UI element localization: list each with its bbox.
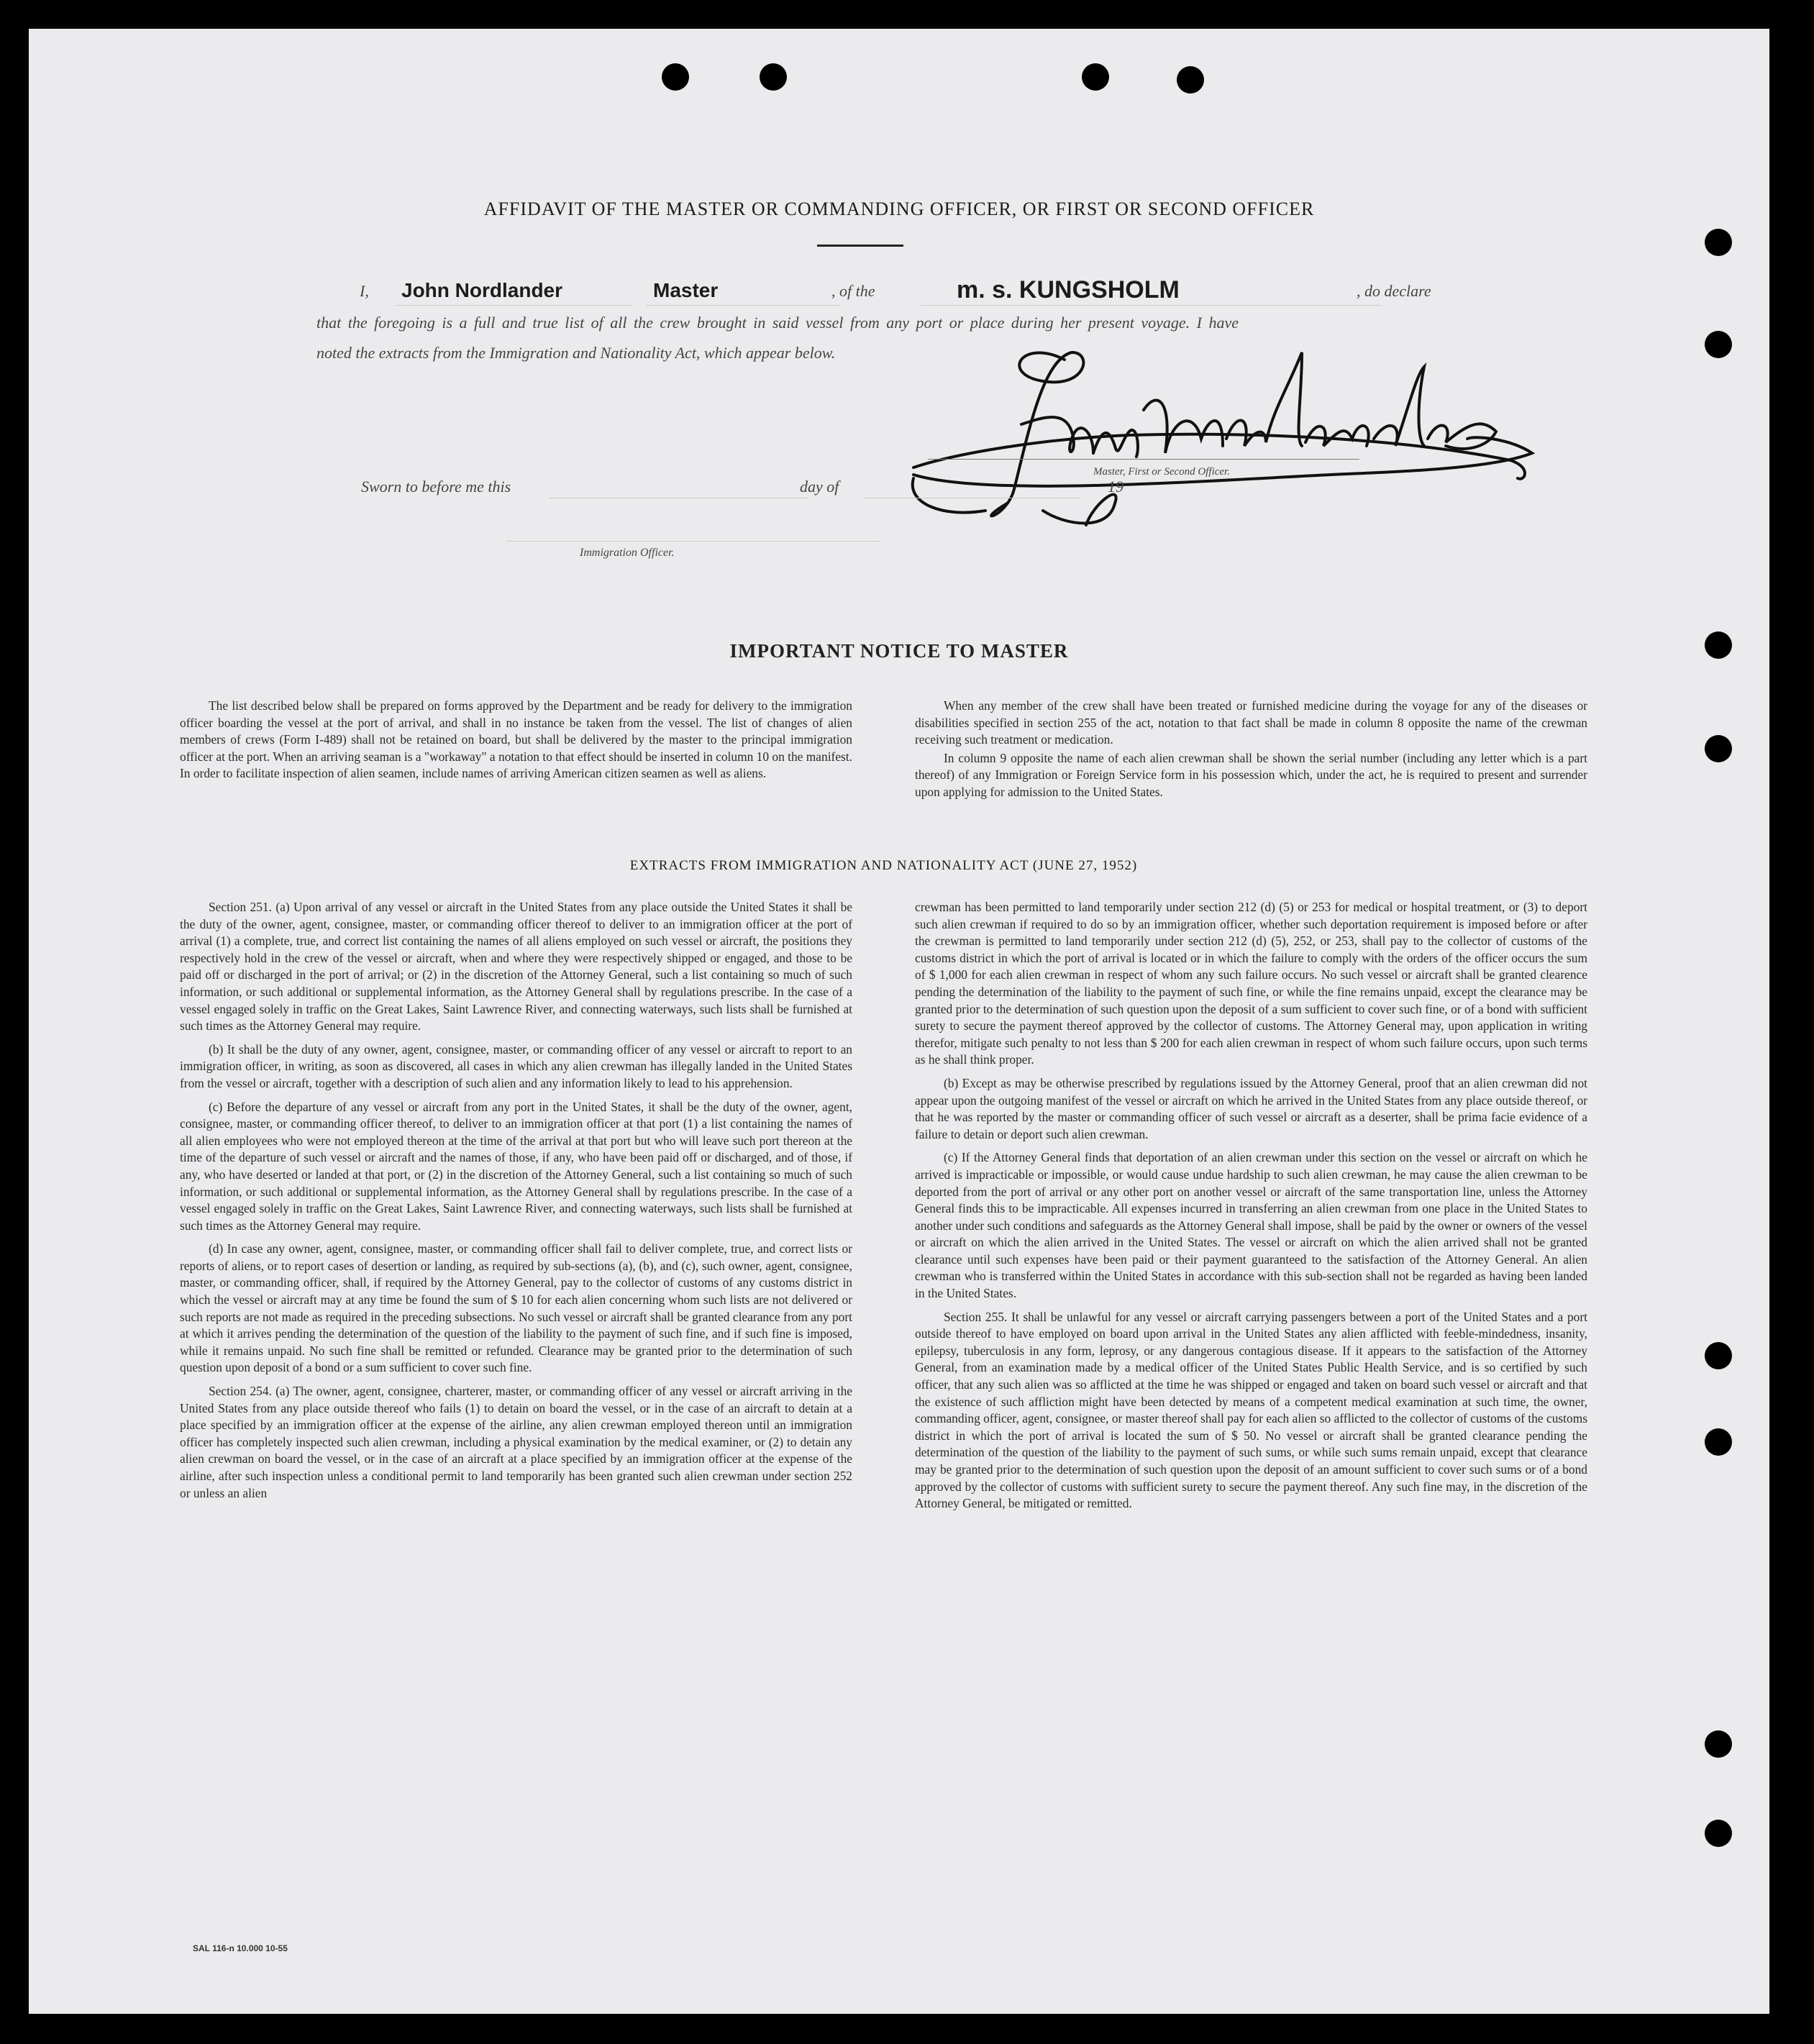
rank-field: Master xyxy=(653,279,719,301)
signature-caption: Master, First or Second Officer. xyxy=(1093,466,1230,478)
act-paragraph: crewman has been permitted to land temporarily under section 212 (d) (5) or 253 for medical or hospital treatment, or (3) to deport such alien crewman if required to do so by an immigration officer, whether such deportation requirement is imposed before or after the crewman is permitted to land temporarily under section 212 (d) (5), 252, or 253, shall pay to the collector of customs of the customs district in which the port of arrival is located or in which the failure to comply with the orders of the officer occurs the sum of $ 1,000 for each alien crewman in respect of whom any such failure occurs. No such vessel or aircraft shall be granted clearence pending the determination of the liability to the payment of such fine, or while the fine remains unpaid, except the clearance may be granted prior to the determination of such question upon the deposit of a sum sufficient to cover such fine, or of a bond with sufficient surety to secure the payment thereof approved by the collector of customs. The Attorney General may, upon application in writing therefor, mitigate such penalty to not less than $ 200 for each alien crewman in respect of whom such failure occurs, upon such terms as he shall think proper. xyxy=(915,900,1587,1067)
name-underline xyxy=(396,305,633,306)
vessel-name-field: m. s. KUNGSHOLM xyxy=(957,276,1180,304)
punch-hole xyxy=(1705,229,1732,256)
officer-signature-line xyxy=(506,541,880,542)
form-code: SAL 116-n 10.000 10-55 xyxy=(193,1943,288,1953)
extracts-left-column xyxy=(180,899,852,1508)
document-page xyxy=(29,29,1769,2014)
notice-paragraph: In column 9 opposite the name of each alien crewman shall be shown the serial number (including any letter which is a part thereof) of any Immigration or Foreign Service form in his possession which, under the act, he is required to present and surrender upon applying for admission to the United States. xyxy=(915,750,1587,799)
affidavit-i: I, xyxy=(360,282,369,300)
vessel-underline xyxy=(921,305,1381,306)
signature-image xyxy=(899,331,1546,547)
punch-hole xyxy=(1177,66,1204,93)
extracts-title: EXTRACTS FROM IMMIGRATION AND NATIONALITY ACT (JUNE 27, 1952) xyxy=(629,858,1138,873)
act-paragraph: (b) Except as may be otherwise prescribed by regulations issued by the Attorney General, proof that an alien crewman did not appear upon the outgoing manifest of the vessel or aircraft on which he arrived in the United States from any place outside thereof, or that he was reported by the master or commanding officer of such vessel or aircraft as a deserter, shall be prima facie evidence of a failure to detain or deport such alien crewman. xyxy=(915,1075,1587,1141)
year-label: 19 xyxy=(1108,478,1124,496)
title-rule xyxy=(817,245,903,247)
punch-hole xyxy=(1705,331,1732,358)
punch-hole xyxy=(1705,1730,1732,1758)
act-paragraph: (c) Before the departure of any vessel or aircraft from any port in the United States, it shall be the duty of the owner, agent, consignee, master, or commanding officer thereof, to deliver to an immigration officer at that port (1) a list containing the names of all alien employees who were not employed thereon at the time of the arrival at that port but who will leave such port thereon at the time of the departure of such vessel or aircraft and the names of those, if any, who have been paid off or discharged, and of those, if any, who have deserted or landed at that port, or (2) in the discretion of the Attorney General, such a list containing so much of such information, or such additional or supplemental information, as the Attorney General shall by regulations prescribe. In the case of a vessel engaged solely in traffic on the Great Lakes, Saint Lawrence River, and connecting waterways, such lists shall be furnished at such times as the Attorney General may require. xyxy=(180,1099,852,1233)
rank-underline xyxy=(646,305,840,306)
punch-hole xyxy=(662,63,689,91)
punch-hole xyxy=(1705,1428,1732,1456)
act-paragraph: Section 255. It shall be unlawful for any vessel or aircraft carrying passengers between a port of the United States and a port outside thereof to have employed on board upon arrival in the United States any alien afflicted with feeble-mindedness, insanity, epilepsy, tuberculosis in any form, leprosy, or any dangerous contagious disease. If it appears to the satisfaction of the Attorney General, from an examination made by a medical officer of the United States Public Health Service, and is so certified by such officer, that any such alien was so afflicted at the time he was shipped or engaged and taken on board such vessel or aircraft and that the existence of such affliction might have been detected by means of a competent medical examination at such time, the owner, commanding officer, agent, consignee, or master thereof shall pay for each alien so afflicted to the collector of customs of the customs district in which the port of arrival is located the sum of $ 50. No vessel or aircraft shall be granted clearance pending the determination of the question of the liability to the payment of such sums, or while such sums remain unpaid, except that clearance may be granted prior to the determination of such question upon the deposit of an amount sufficient to cover such sums or of a bond approved by the collector of customs with sufficient surety to secure the payment thereof. Any such fine may, in the discretion of the Attorney General, be mitigated or remitted. xyxy=(915,1309,1587,1511)
punch-hole xyxy=(1705,1820,1732,1847)
notice-paragraph: The list described below shall be prepared on forms approved by the Department and be ready for delivery to the immigration officer boarding the vessel at the port of arrival, and shall in no instance be taken from the vessel. The list of changes of alien members of crews (Form I-489) shall not be retained on board, but shall be delivered by the master to the principal immigration officer at the port. When an arriving seaman is a "workaway" a notation to that effect should be inserted in column 10 on the manifest. In order to facilitate inspection of alien seamen, include names of arriving American citizen seamen as well as aliens. xyxy=(180,698,852,781)
act-paragraph: Section 251. (a) Upon arrival of any vessel or aircraft in the United States from any place outside the United States it shall be the duty of the owner, agent, consignee, master, or commanding officer thereof to deliver to an immigration officer at the port of arrival (1) a complete, true, and correct list containing the names of all aliens employed on such vessel or aircraft, the positions they respectively hold in the crew of the vessel or aircraft, when and where they were respectively shipped or engaged, and those to be paid off or discharged in the port of arrival; or (2) in the discretion of the Attorney General, such a list containing so much of such information, or such additional or supplemental information, as the Attorney General shall by regulations prescribe. In the case of a vessel engaged solely in traffic on the Great Lakes, Saint Lawrence River, and connecting waterways, such lists shall be furnished at such times as the Attorney General may require. xyxy=(180,900,852,1034)
of-the-label: , of the xyxy=(831,282,875,300)
sworn-label: Sworn to before me this xyxy=(361,478,511,496)
notice-paragraph: When any member of the crew shall have been treated or furnished medicine during the voyage for any of the diseases or disabilities specified in section 255 of the act, notation to that fact shall be made in column 8 opposite the name of the crewman receiving such treatment or medication. xyxy=(915,698,1587,747)
punch-hole xyxy=(1705,1342,1732,1369)
declaration-line-2: noted the extracts from the Immigration and Nationality Act, which appear below. xyxy=(316,344,836,362)
punch-hole xyxy=(760,63,787,91)
act-paragraph: (c) If the Attorney General finds that deportation of an alien crewman under this section on the vessel or aircraft on which he arrived is impracticable or impossible, or would cause undue hardship to such alien crewman, he may cause the alien crewman to be deported from the port of arrival or any other port on another vessel or aircraft of the same transportation line, unless the Attorney General finds this to be impracticable. All expenses incurred in transferring an alien crewman from one place in the United States to another under such conditions and safeguards as the Attorney General shall impose, shall be paid by the owner or owners of the vessel or aircraft on which the alien arrived in the United States. The vessel or aircraft on which the alien arrived shall not be granted clearance until such expenses have been paid or their payment guaranteed to the satisfaction of the Attorney General. An alien crewman who is transferred within the United States in accordance with this sub-section shall not be regarded as having been landed in the United States. xyxy=(915,1150,1587,1301)
do-declare-label: , do declare xyxy=(1357,282,1431,300)
immigration-officer-label: Immigration Officer. xyxy=(580,547,675,559)
extracts-right-column xyxy=(915,899,1587,1519)
day-of-label: day of xyxy=(800,478,839,496)
punch-hole xyxy=(1705,735,1732,762)
declaration-line-1: that the foregoing is a full and true list of all the crew brought in said vessel from any port or place during her present voyage. I have xyxy=(316,314,1239,332)
punch-hole xyxy=(1082,63,1109,91)
master-name-field: John Nordlander xyxy=(401,279,563,301)
notice-left-column xyxy=(180,698,852,789)
notice-right-column xyxy=(915,698,1587,808)
affidavit-title: AFFIDAVIT OF THE MASTER OR COMMANDING OFFICER, OR FIRST OR SECOND OFFICER xyxy=(483,199,1315,219)
act-paragraph: (d) In case any owner, agent, consignee, master, or commanding officer shall fail to deliver complete, true, and correct lists or reports of aliens, or to report cases of desertion or landing, as required by sub-sections (a), (b), and (c), such owner, agent, consignee, master, or commanding officer, shall, if required by the Attorney General, pay to the collector of customs of any customs district in which the vessel or aircraft may at any time be found the sum of $ 10 for each alien concerning whom such lists are not delivered or such reports are not made as required in the preceding subsections. No such vessel or aircraft shall be granted clearance from any port at which it arrives pending the determination of the question of the liability to the payment of such fine, and if such fine is imposed, while it remains unpaid. No such fine shall be remitted or refunded. Clearance may be granted prior to the determination of such question upon deposit of a bond or a sum sufficient to cover such fine. xyxy=(180,1241,852,1375)
signature-line xyxy=(928,459,1359,460)
act-paragraph: (b) It shall be the duty of any owner, agent, consignee, master, or commanding officer of any vessel or aircraft to report to an immigration officer, in writing, as soon as discovered, all cases in which any alien crewman has illegally landed in the United States from the vessel or aircraft, together with a description of such alien and any information likely to lead to his apprehension. xyxy=(180,1041,852,1090)
act-paragraph: Section 254. (a) The owner, agent, consignee, charterer, master, or commanding officer of any vessel or aircraft arriving in the United States from any place outside thereof who fails (1) to detain on board the vessel, or in the case of an aircraft to detain at a place specified by an immigration officer at the expense of the airline, any alien crewman employed thereon until an immigration officer has completely inspected such alien crewman, including a physical examination by the medical examiner, or (2) to detain any alien crewman on board the vessel, or in the case of an aircraft at a place specified by an immigration officer at the expense of the airline, after such inspection unless a conditional permit to land temporarily has been granted such alien crewman under section 252 or unless an alien xyxy=(180,1384,852,1500)
notice-title: IMPORTANT NOTICE TO MASTER xyxy=(729,640,1069,662)
